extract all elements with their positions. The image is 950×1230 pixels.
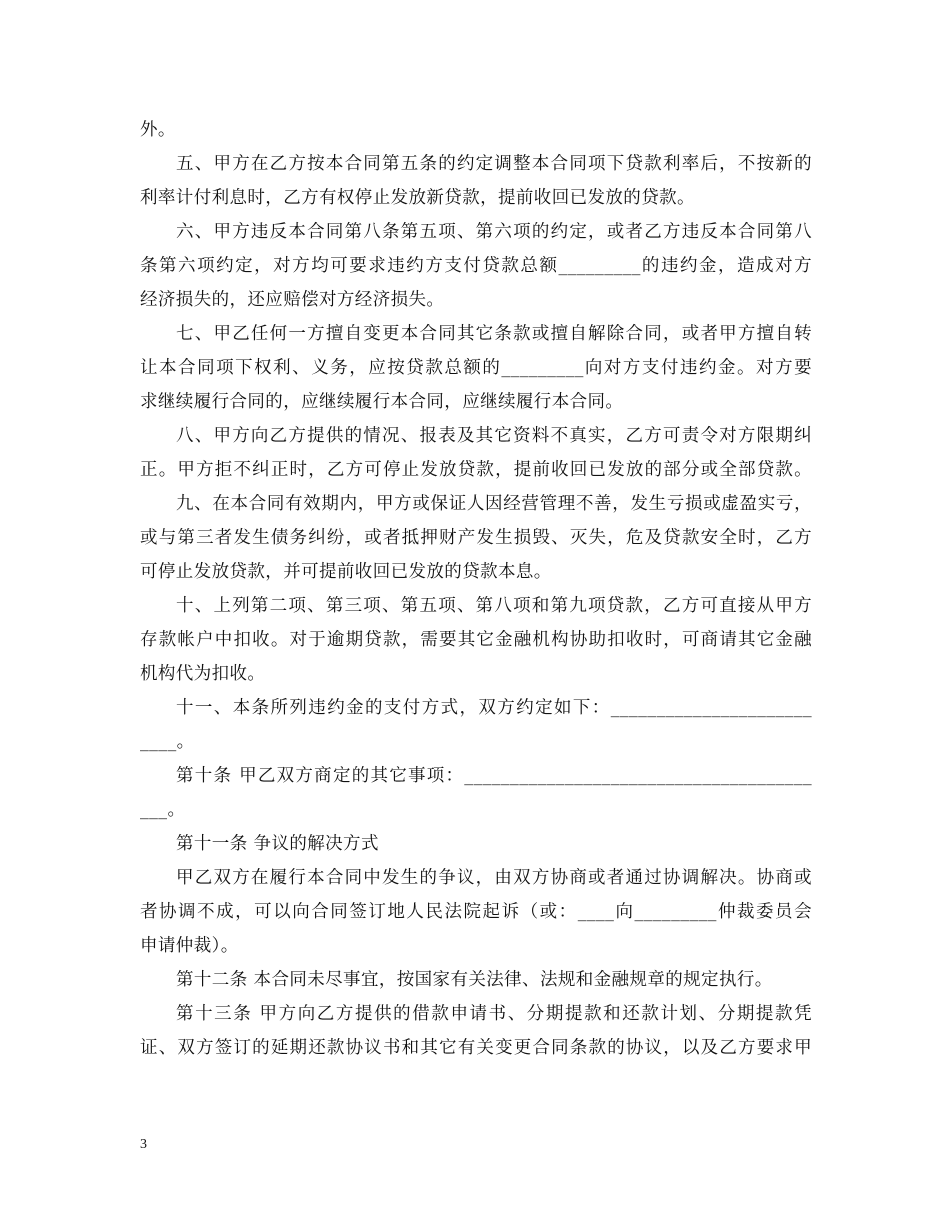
text-line: 让本合同项下权利、义务，应按贷款总额的_________向对方支付违约金。对方要 <box>140 358 812 378</box>
text-line: 外。 <box>140 120 176 140</box>
text-line: 第十二条 本合同未尽事宜，按国家有关法律、法规和金融规章的规定执行。 <box>176 970 773 990</box>
text-line: 可停止发放贷款，并可提前收回已发放的贷款本息。 <box>140 562 552 582</box>
text-line: 八、甲方向乙方提供的情况、报表及其它资料不真实，乙方可责令对方限期纠 <box>176 426 812 446</box>
text-line: 利率计付利息时，乙方有权停止发放新贷款，提前收回已发放的贷款。 <box>140 188 695 208</box>
text-line: 者协调不成，可以向合同签订地人民法院起诉（或：____向_________仲裁委员会 <box>140 902 812 922</box>
text-line: 甲乙双方在履行本合同中发生的争议，由双方协商或者通过协调解决。协商或 <box>176 868 812 888</box>
text-line: 七、甲乙任何一方擅自变更本合同其它条款或擅自解除合同，或者甲方擅自转 <box>176 324 812 344</box>
text-line: 经济损失的，还应赔偿对方经济损失。 <box>140 290 445 310</box>
text-line: 第十条 甲乙双方商定的其它事项：______________________________________ <box>176 766 812 786</box>
text-line: 求继续履行合同的，应继续履行本合同，应继续履行本合同。 <box>140 392 624 412</box>
text-line: 证、双方签订的延期还款协议书和其它有关变更合同条款的协议，以及乙方要求甲 <box>140 1038 812 1058</box>
text-line: 或与第三者发生债务纠纷，或者抵押财产发生损毁、灭失，危及贷款安全时，乙方 <box>140 528 812 548</box>
contract-body <box>140 113 812 1065</box>
text-line: ___。 <box>140 800 186 820</box>
text-line: 五、甲方在乙方按本合同第五条的约定调整本合同项下贷款利率后，不按新的 <box>176 154 812 174</box>
text-line: 正。甲方拒不纠正时，乙方可停止发放贷款，提前收回已发放的部分或全部贷款。 <box>140 460 812 480</box>
page-number: 3 <box>140 1137 147 1152</box>
text-line: 条第六项约定，对方均可要求违约方支付贷款总额_________的违约金，造成对方 <box>140 256 812 276</box>
text-line: 机构代为扣收。 <box>140 664 266 684</box>
text-line: 第十一条 争议的解决方式 <box>176 834 379 854</box>
text-line: 存款帐户中扣收。对于逾期贷款，需要其它金融机构协助扣收时，可商请其它金融 <box>140 630 812 650</box>
text-line: 九、在本合同有效期内，甲方或保证人因经营管理不善，发生亏损或虚盈实亏， <box>176 494 812 514</box>
text-line: 第十三条 甲方向乙方提供的借款申请书、分期提款和还款计划、分期提款凭 <box>176 1004 812 1024</box>
text-line: 申请仲裁）。 <box>140 936 239 956</box>
text-line: 六、甲方违反本合同第八条第五项、第六项的约定，或者乙方违反本合同第八 <box>176 222 812 242</box>
text-line: 十、上列第二项、第三项、第五项、第八项和第九项贷款，乙方可直接从甲方 <box>176 596 812 616</box>
text-line: ____。 <box>140 732 195 752</box>
text-line: 十一、本条所列违约金的支付方式，双方约定如下：______________________ <box>176 698 812 718</box>
